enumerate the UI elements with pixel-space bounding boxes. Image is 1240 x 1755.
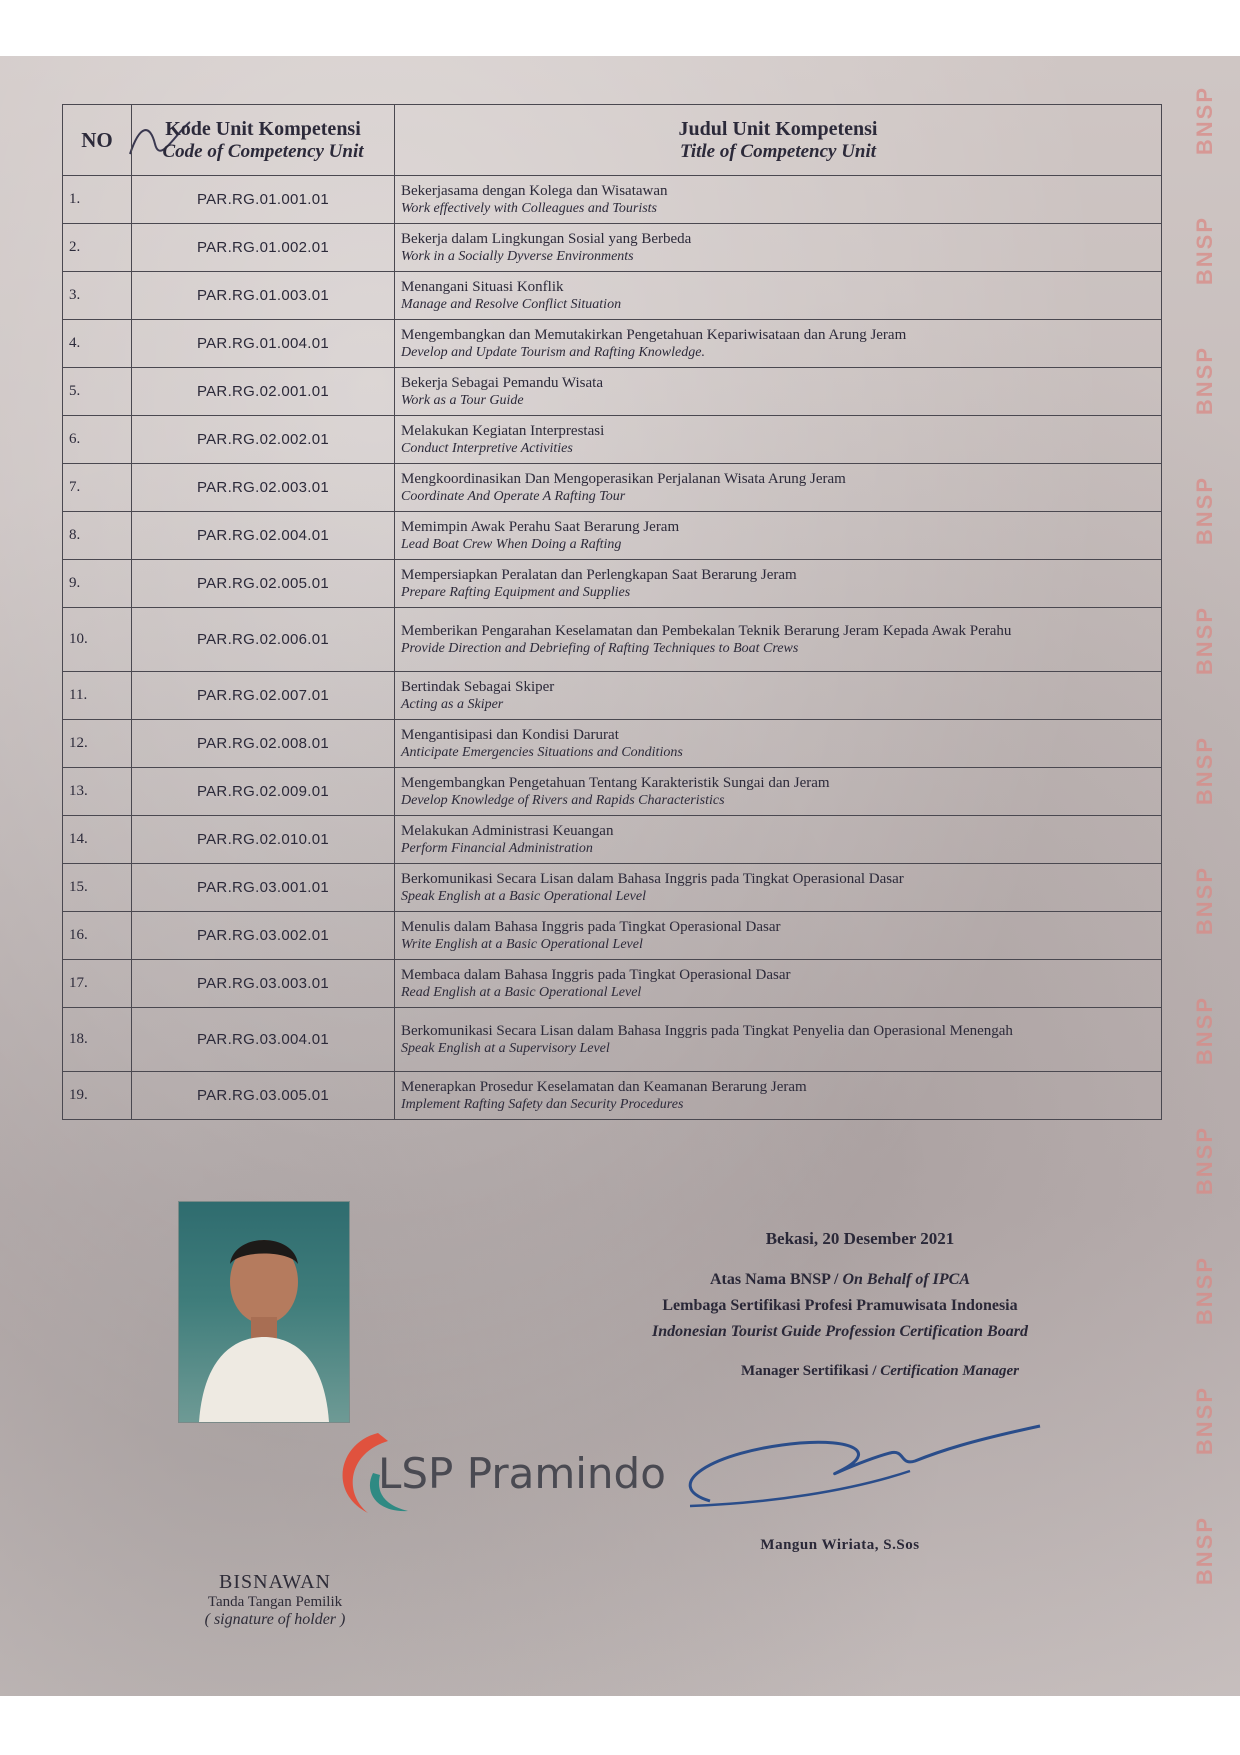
unit-code: PAR.RG.03.001.01 <box>132 864 395 912</box>
bnsp-watermark: BNSP <box>1192 1256 1217 1326</box>
unit-title-id: Mengkoordinasikan Dan Mengoperasikan Perjalanan Wisata Arung Jeram <box>401 471 846 487</box>
bnsp-watermark: BNSP <box>1192 1386 1217 1456</box>
bnsp-watermark: BNSP <box>1192 736 1217 806</box>
unit-title-en: Read English at a Basic Operational Level <box>401 985 642 1000</box>
unit-title-id: Menulis dalam Bahasa Inggris pada Tingkat Operasional Dasar <box>401 919 781 935</box>
on-behalf <box>560 1271 1120 1289</box>
unit-title <box>395 1008 1162 1072</box>
row-number: 16. <box>63 912 132 960</box>
row-number: 9. <box>63 560 132 608</box>
header-title-id: Judul Unit Kompetensi <box>678 117 878 140</box>
unit-title-id: Mengembangkan dan Memutakirkan Pengetahuan Kepariwisataan dan Arung Jeram <box>401 327 907 343</box>
bnsp-watermark: BNSP <box>1192 866 1217 936</box>
unit-title-en: Lead Boat Crew When Doing a Rafting <box>401 537 622 552</box>
unit-title-id: Membaca dalam Bahasa Inggris pada Tingkat Operasional Dasar <box>401 967 791 983</box>
unit-title-en: Work effectively with Colleagues and Tourists <box>401 201 658 216</box>
table-row <box>63 224 1162 272</box>
bnsp-watermark: BNSP <box>1192 86 1217 156</box>
unit-code: PAR.RG.01.003.01 <box>132 272 395 320</box>
bnsp-watermark: BNSP <box>1192 1126 1217 1196</box>
unit-title-id: Bekerja Sebagai Pemandu Wisata <box>401 375 603 391</box>
unit-title-en: Develop Knowledge of Rivers and Rapids Characteristics <box>401 793 725 808</box>
unit-title-en: Conduct Interpretive Activities <box>401 441 573 456</box>
manager-title-en: Certification Manager <box>880 1363 1020 1379</box>
unit-title <box>395 416 1162 464</box>
bnsp-watermark: BNSP <box>1192 346 1217 416</box>
unit-title <box>395 464 1162 512</box>
unit-title <box>395 320 1162 368</box>
unit-title-id: Menerapkan Prosedur Keselamatan dan Keamanan Berarung Jeram <box>401 1079 807 1095</box>
unit-code: PAR.RG.02.001.01 <box>132 368 395 416</box>
table-row <box>63 368 1162 416</box>
unit-title-en: Coordinate And Operate A Rafting Tour <box>401 489 626 504</box>
table-row <box>63 608 1162 672</box>
unit-code: PAR.RG.02.004.01 <box>132 512 395 560</box>
unit-title <box>395 768 1162 816</box>
row-number: 8. <box>63 512 132 560</box>
institution-id: Lembaga Sertifikasi Profesi Pramuwisata Indonesia <box>662 1297 1018 1314</box>
unit-title-id: Berkomunikasi Secara Lisan dalam Bahasa Inggris pada Tingkat Penyelia dan Operasional Menengah <box>401 1023 1013 1039</box>
unit-title-en: Prepare Rafting Equipment and Supplies <box>401 585 631 600</box>
unit-title-en: Speak English at a Supervisory Level <box>401 1041 610 1056</box>
bnsp-watermark: BNSP <box>1192 606 1217 676</box>
table-row <box>63 464 1162 512</box>
table-row <box>63 864 1162 912</box>
header-title <box>395 105 1162 176</box>
competency-table <box>62 104 1162 1120</box>
bnsp-watermark: BNSP <box>1192 1516 1217 1586</box>
unit-title-en: Acting as a Skiper <box>401 697 504 712</box>
row-number: 5. <box>63 368 132 416</box>
row-number: 12. <box>63 720 132 768</box>
row-number: 7. <box>63 464 132 512</box>
header-code-en: Code of Competency Unit <box>162 140 364 162</box>
on-behalf-id: Atas Nama BNSP / <box>709 1271 839 1288</box>
signer-name: Mangun Wiriata, S.Sos <box>760 1537 920 1553</box>
unit-title-en: Develop and Update Tourism and Rafting Knowledge. <box>401 345 705 360</box>
row-number: 17. <box>63 960 132 1008</box>
institution-en: Indonesian Tourist Guide Profession Certification Board <box>652 1323 1028 1340</box>
bnsp-watermark: BNSP <box>1192 996 1217 1066</box>
unit-title-id: Mengantisipasi dan Kondisi Darurat <box>401 727 619 743</box>
unit-title-id: Memimpin Awak Perahu Saat Berarung Jeram <box>401 519 680 535</box>
row-number: 15. <box>63 864 132 912</box>
header-no: NO <box>63 105 132 176</box>
unit-code: PAR.RG.02.003.01 <box>132 464 395 512</box>
bnsp-watermark: BNSP <box>1192 476 1217 546</box>
header-code-id: Kode Unit Kompetensi <box>165 117 361 140</box>
unit-title-id: Memberikan Pengarahan Keselamatan dan Pembekalan Teknik Berarung Jeram Kepada Awak Perahu <box>401 623 1012 639</box>
unit-code: PAR.RG.02.010.01 <box>132 816 395 864</box>
holder-sig-label-id: Tanda Tangan Pemilik <box>207 1594 343 1610</box>
unit-title-en: Speak English at a Basic Operational Level <box>401 889 646 904</box>
unit-title-id: Berkomunikasi Secara Lisan dalam Bahasa Inggris pada Tingkat Operasional Dasar <box>401 871 904 887</box>
unit-title <box>395 912 1162 960</box>
place-date: Bekasi, 20 Desember 2021 <box>765 1229 955 1248</box>
unit-code: PAR.RG.03.002.01 <box>132 912 395 960</box>
unit-title-id: Mengembangkan Pengetahuan Tentang Karakteristik Sungai dan Jeram <box>401 775 830 791</box>
bnsp-watermark: BNSP <box>1192 216 1217 286</box>
unit-title <box>395 272 1162 320</box>
holder-signature-block <box>160 1571 390 1629</box>
unit-title-id: Bertindak Sebagai Skiper <box>401 679 555 695</box>
person-photo-icon <box>179 1202 349 1422</box>
header-title-en: Title of Competency Unit <box>679 140 877 162</box>
table-row <box>63 768 1162 816</box>
unit-title-id: Mempersiapkan Peralatan dan Perlengkapan Saat Berarung Jeram <box>401 567 797 583</box>
unit-code: PAR.RG.02.007.01 <box>132 672 395 720</box>
unit-title-en: Perform Financial Administration <box>401 841 593 856</box>
table-row <box>63 416 1162 464</box>
unit-title <box>395 176 1162 224</box>
unit-code: PAR.RG.02.005.01 <box>132 560 395 608</box>
row-number: 1. <box>63 176 132 224</box>
manager-signature-icon <box>650 1391 1050 1521</box>
unit-title-id: Melakukan Administrasi Keuangan <box>401 823 614 839</box>
row-number: 19. <box>63 1072 132 1120</box>
unit-code: PAR.RG.01.002.01 <box>132 224 395 272</box>
table-row <box>63 512 1162 560</box>
unit-code: PAR.RG.03.005.01 <box>132 1072 395 1120</box>
unit-code: PAR.RG.02.009.01 <box>132 768 395 816</box>
row-number: 14. <box>63 816 132 864</box>
header-code <box>132 105 395 176</box>
row-number: 13. <box>63 768 132 816</box>
manager-title <box>600 1363 1160 1380</box>
table-row <box>63 1072 1162 1120</box>
unit-code: PAR.RG.03.004.01 <box>132 1008 395 1072</box>
table-row <box>63 560 1162 608</box>
manager-title-id: Manager Sertifikasi / <box>740 1363 877 1379</box>
unit-code: PAR.RG.02.006.01 <box>132 608 395 672</box>
unit-title <box>395 960 1162 1008</box>
table-body <box>63 176 1162 1120</box>
unit-code: PAR.RG.01.004.01 <box>132 320 395 368</box>
unit-title-en: Work as a Tour Guide <box>401 393 524 408</box>
table-row <box>63 912 1162 960</box>
unit-title-en: Implement Rafting Safety dan Security Procedures <box>401 1097 684 1112</box>
table-row <box>63 176 1162 224</box>
unit-title <box>395 560 1162 608</box>
row-number: 18. <box>63 1008 132 1072</box>
unit-title <box>395 512 1162 560</box>
unit-code: PAR.RG.02.008.01 <box>132 720 395 768</box>
unit-title <box>395 816 1162 864</box>
unit-title <box>395 368 1162 416</box>
unit-title <box>395 864 1162 912</box>
table-row <box>63 320 1162 368</box>
row-number: 3. <box>63 272 132 320</box>
unit-title <box>395 608 1162 672</box>
table-row <box>63 816 1162 864</box>
on-behalf-en: On Behalf of IPCA <box>842 1271 971 1288</box>
unit-title-en: Manage and Resolve Conflict Situation <box>401 297 622 312</box>
table-row <box>63 272 1162 320</box>
lsp-pramindo-logo-text: LSP Pramindo <box>378 1449 666 1498</box>
row-number: 6. <box>63 416 132 464</box>
row-number: 2. <box>63 224 132 272</box>
unit-title-en: Provide Direction and Debriefing of Rafting Techniques to Boat Crews <box>401 641 799 656</box>
unit-title-id: Bekerja dalam Lingkungan Sosial yang Berbeda <box>401 231 692 247</box>
table-header-row <box>63 105 1162 176</box>
table-row <box>63 720 1162 768</box>
row-number: 4. <box>63 320 132 368</box>
table-row <box>63 960 1162 1008</box>
unit-title-en: Write English at a Basic Operational Level <box>401 937 643 952</box>
unit-title-id: Bekerjasama dengan Kolega dan Wisatawan <box>401 183 668 199</box>
table-row <box>63 672 1162 720</box>
unit-code: PAR.RG.03.003.01 <box>132 960 395 1008</box>
unit-code: PAR.RG.02.002.01 <box>132 416 395 464</box>
certificate-sheet <box>0 56 1240 1696</box>
unit-code: PAR.RG.01.001.01 <box>132 176 395 224</box>
unit-title <box>395 1072 1162 1120</box>
unit-title-en: Anticipate Emergencies Situations and Conditions <box>401 745 683 760</box>
unit-title <box>395 720 1162 768</box>
table-row <box>63 1008 1162 1072</box>
holder-name: BISNAWAN <box>219 1571 331 1593</box>
holder-sig-label-en: ( signature of holder ) <box>204 1611 346 1628</box>
footer-section <box>0 1201 1240 1696</box>
unit-title-id: Menangani Situasi Konflik <box>401 279 564 295</box>
row-number: 11. <box>63 672 132 720</box>
unit-title <box>395 672 1162 720</box>
unit-title-en: Work in a Socially Dyverse Environments <box>401 249 634 264</box>
holder-photo <box>178 1201 350 1423</box>
unit-title-id: Melakukan Kegiatan Interprestasi <box>401 423 605 439</box>
competency-table-wrap <box>62 104 1162 1120</box>
unit-title <box>395 224 1162 272</box>
row-number: 10. <box>63 608 132 672</box>
